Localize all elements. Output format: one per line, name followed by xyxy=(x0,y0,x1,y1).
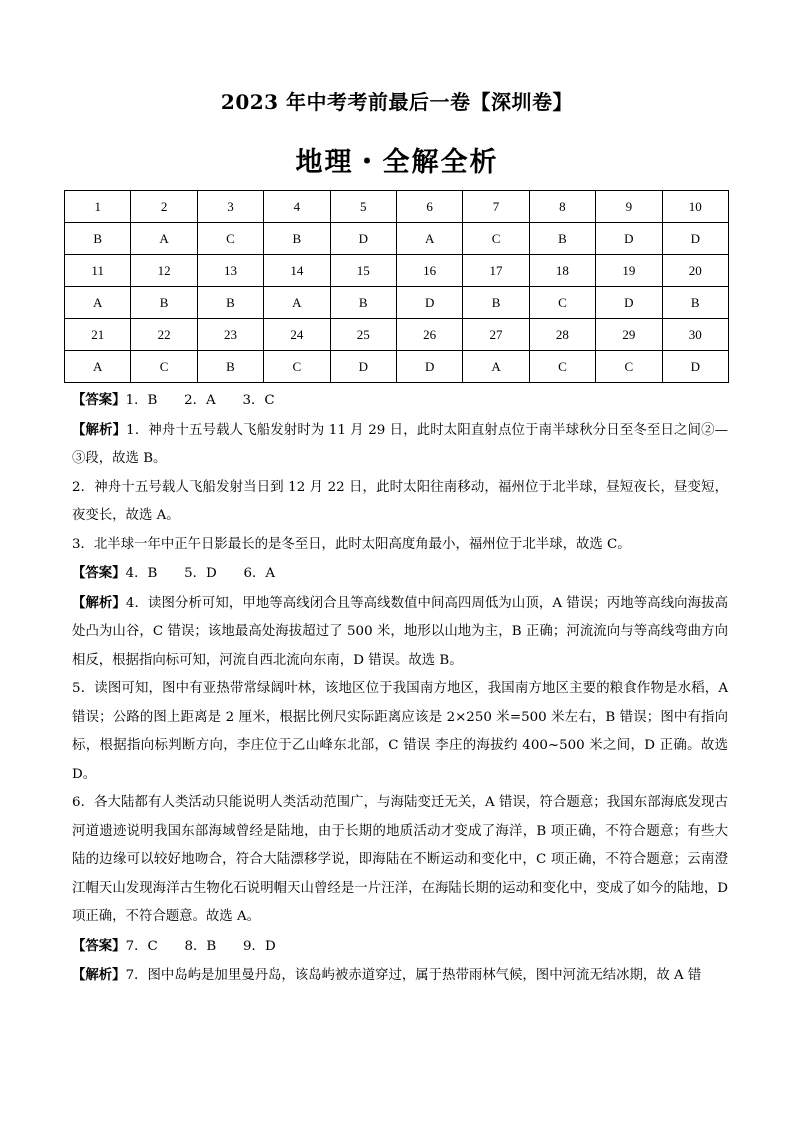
analysis-text-1: 1．神舟十五号载人飞船发射时为 11 月 29 日，此时太阳直射点位于南半球秋分日至冬至日之间②—③段，故选 B。 xyxy=(72,422,729,466)
table-cell: A xyxy=(396,223,462,255)
table-cell: C xyxy=(529,287,595,319)
table-cell: 11 xyxy=(65,255,131,287)
table-cell: 9 xyxy=(596,191,662,223)
answer-tag: 【答案】 xyxy=(72,392,126,408)
analysis-paragraph xyxy=(72,416,728,474)
table-cell: 17 xyxy=(463,255,529,287)
answer-text: 4．B 5．D 6．A xyxy=(125,566,276,581)
analysis-tag: 【解析】 xyxy=(72,594,126,611)
table-row xyxy=(65,287,729,319)
answer-line xyxy=(72,932,728,962)
table-cell: 20 xyxy=(662,255,728,287)
table-cell: 8 xyxy=(529,191,595,223)
table-cell: C xyxy=(264,351,330,383)
analysis-paragraph: 3．北半球一年中正午日影最长的是冬至日，此时太阳高度角最小，福州位于北半球，故选 C。 xyxy=(72,536,631,552)
table-cell: 26 xyxy=(396,319,462,351)
table-cell: A xyxy=(65,351,131,383)
table-cell: 25 xyxy=(330,319,396,351)
table-cell: 28 xyxy=(529,319,595,351)
analysis-text xyxy=(72,386,728,991)
table-row xyxy=(65,351,729,383)
answer-line xyxy=(72,559,728,589)
table-cell: B xyxy=(529,223,595,255)
table-cell: 12 xyxy=(131,255,197,287)
table-cell: 22 xyxy=(131,319,197,351)
table-cell: 23 xyxy=(197,319,263,351)
table-cell: 27 xyxy=(463,319,529,351)
page-title: 地理・全解全析 xyxy=(295,147,499,178)
answer-text: 1．B 2．A 3．C xyxy=(125,393,275,408)
table-row xyxy=(65,223,729,255)
table-cell: A xyxy=(131,223,197,255)
table-cell: 29 xyxy=(596,319,662,351)
table-cell: 10 xyxy=(662,191,728,223)
answer-tag: 【答案】 xyxy=(72,937,126,954)
analysis-paragraph: 6．各大陆都有人类活动只能说明人类活动范围广，与海陆变迁无关，A 错误，符合题意；我国东部海底发现古河道遗迹说明我国东部海域曾经是陆地，由于长期的地质活动才变成了海洋，B 项正确，不符合题意；有些大陆的边缘可以较好地吻合，符合大陆漂移学说，即海陆在不断运动和变化中，C 项正确，不符合题意；云南澄江帽天山发现海洋古生物化石说明帽天山曾经是一片汪洋，在海陆长期的运动和变化中，变成了如今的陆地，D 项正确，不符合题意。故选 A。 xyxy=(72,795,728,924)
table-cell: C xyxy=(131,351,197,383)
table-cell: D xyxy=(596,223,662,255)
table-row xyxy=(65,255,729,287)
table-cell: B xyxy=(65,223,131,255)
table-cell: 5 xyxy=(330,191,396,223)
table-cell: 3 xyxy=(197,191,263,223)
answer-table xyxy=(64,190,729,383)
analysis-paragraph: 2．神舟十五号载人飞船发射当日到 12 月 22 日，此时太阳往南移动，福州位于北半球，昼短夜长，昼变短，夜变长，故选 A。 xyxy=(72,479,728,523)
analysis-paragraph xyxy=(72,589,728,676)
table-cell: B xyxy=(197,351,263,383)
table-cell: 14 xyxy=(264,255,330,287)
table-cell: A xyxy=(65,287,131,319)
table-row xyxy=(65,191,729,223)
table-row xyxy=(65,319,729,351)
table-cell: 4 xyxy=(264,191,330,223)
exam-title: 2023 年中考考前最后一卷【深圳卷】 xyxy=(220,90,574,114)
table-cell: 19 xyxy=(596,255,662,287)
analysis-tag: 【解析】 xyxy=(72,421,127,438)
analysis-paragraph xyxy=(72,961,728,991)
answer-tag: 【答案】 xyxy=(72,565,126,581)
table-cell: 18 xyxy=(529,255,595,287)
table-cell: A xyxy=(463,351,529,383)
table-cell: C xyxy=(197,223,263,255)
table-cell: 7 xyxy=(463,191,529,223)
table-cell: B xyxy=(131,287,197,319)
table-cell: D xyxy=(596,287,662,319)
table-cell: 21 xyxy=(65,319,131,351)
table-cell: 2 xyxy=(131,191,197,223)
analysis-text-4: 4．读图分析可知，甲地等高线闭合且等高线数值中间高四周低为山顶，A 错误；丙地等高线向海拔高处凸为山谷，C 错误；该地最高处海拔超过了 500 米，地形以山地为主，B 正确；河流流向与等高线弯曲方向相反，根据指向标可知，河流自西北流向东南，D 错误。故选 B。 xyxy=(72,595,729,668)
table-cell: 15 xyxy=(330,255,396,287)
table-cell: 30 xyxy=(662,319,728,351)
table-cell: B xyxy=(330,287,396,319)
table-cell: B xyxy=(662,287,728,319)
table-cell: 16 xyxy=(396,255,462,287)
answer-text: 7．C 8．B 9．D xyxy=(125,938,276,954)
analysis-tag: 【解析】 xyxy=(72,967,126,983)
table-cell: D xyxy=(330,351,396,383)
table-cell: 6 xyxy=(396,191,462,223)
table-cell: D xyxy=(330,223,396,255)
table-cell: D xyxy=(662,351,728,383)
table-cell: B xyxy=(264,223,330,255)
table-cell: 24 xyxy=(264,319,330,351)
table-cell: C xyxy=(529,351,595,383)
answer-line xyxy=(72,386,728,416)
table-cell: C xyxy=(596,351,662,383)
table-cell: C xyxy=(463,223,529,255)
table-cell: 13 xyxy=(197,255,263,287)
table-cell: D xyxy=(662,223,728,255)
table-cell: A xyxy=(264,287,330,319)
table-cell: D xyxy=(396,287,462,319)
table-cell: B xyxy=(463,287,529,319)
table-cell: B xyxy=(197,287,263,319)
analysis-paragraph: 5．读图可知，图中有亚热带常绿阔叶林，该地区位于我国南方地区，我国南方地区主要的粮食作物是水稻，A 错误；公路的图上距离是 2 厘米，根据比例尺实际距离应该是 2×250 米=500 米左右，B 错误；图中有指向标，根据指向标判断方向，李庄位于乙山峰东北部，C 错误 李庄的海拔约 400~500 米之间，D 正确。故选 D。 xyxy=(72,681,728,782)
table-cell: D xyxy=(396,351,462,383)
table-cell: 1 xyxy=(65,191,131,223)
analysis-text-7: 7．图中岛屿是加里曼丹岛，该岛屿被赤道穿过，属于热带雨林气候，图中河流无结冰期，故 A 错 xyxy=(125,968,702,983)
